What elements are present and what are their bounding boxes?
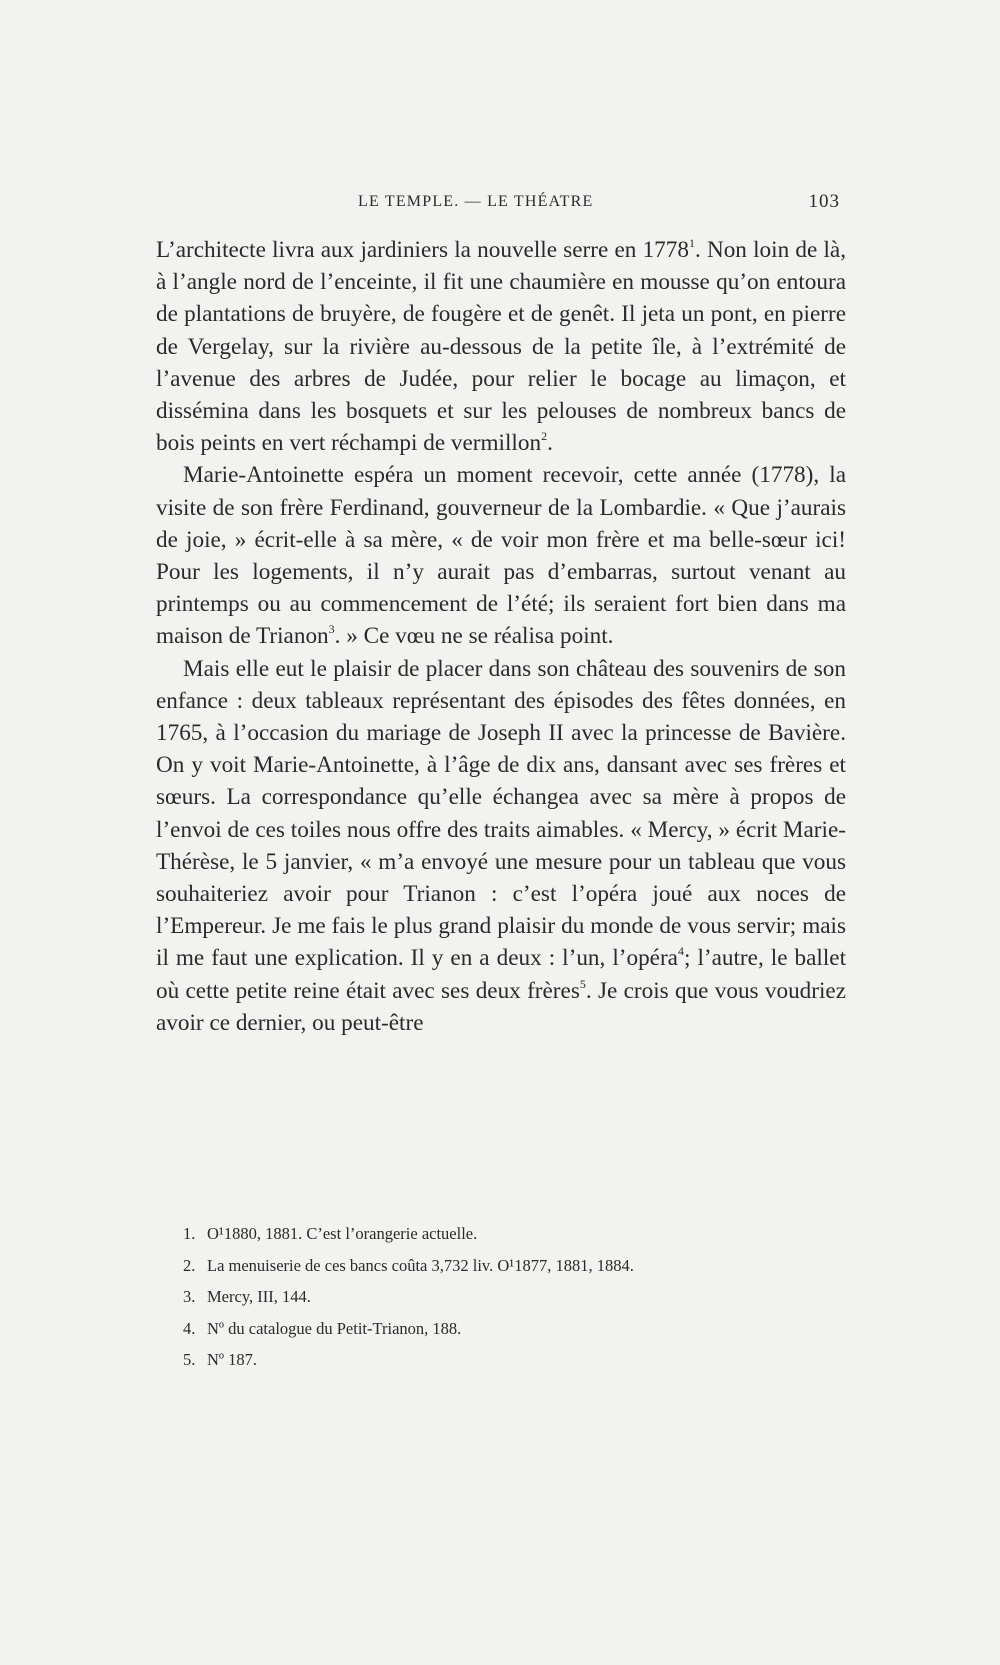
paragraph-text: Mais elle eut le plaisir de placer dans son château des souvenirs de son enfance : deux tableaux représentant des épisodes des fêtes données, en 1765, à l’occasion du mariage de Joseph II avec la princesse de Bavière. On y voit Marie-Antoinette, à l’âge de dix ans, dansant avec ses frères et sœurs. La correspondance qu’elle échangea avec sa mère à propos de l’envoi de ces toiles nous offre des traits aimables. « Mercy, » écrit Marie-Thérèse, le 5 janvier, « m’a envoyé une mesure pour un tableau que vous souhaiteriez avoir pour Trianon : c’est l’opéra joué aux noces de l’Empereur. Je me fais le plus grand plaisir du monde de vous servir; mais il me faut une explication. Il y en a deux : l’un, l’opéra xyxy=(156,655,846,972)
paragraph xyxy=(156,234,846,459)
footnote-marker: 4 xyxy=(677,944,684,959)
body-text xyxy=(156,234,846,1039)
page-number: 103 xyxy=(808,191,840,212)
footnote xyxy=(183,1250,823,1282)
footnote xyxy=(183,1313,823,1345)
footnote-number: 1. xyxy=(183,1224,196,1243)
footnote xyxy=(183,1218,823,1250)
footnote-marker: 3 xyxy=(328,622,335,637)
footnote-marker: 5 xyxy=(579,976,586,991)
footnote-number: 4. xyxy=(183,1318,196,1338)
footnote-marker: 1 xyxy=(688,236,695,250)
footnote xyxy=(183,1281,823,1313)
footnote-text: O¹1880, 1881. C’est l’orangerie actuelle. xyxy=(207,1224,478,1243)
page-header xyxy=(158,193,840,217)
footnote-number: 5. xyxy=(183,1350,196,1369)
paragraph-text: . Non loin de là, à l’angle nord de l’enceinte, il fit une chaumière en mousse qu’on entoura de plantations de bruyère, de fougère et de genêt. Il jeta un pont, en pierre de Vergelay, sur la rivière au-dessous de la petite île, à l’extrémité de l’avenue des arbres de Judée, pour relier le bocage au limaçon, et dissémina dans les bosquets et sur les pelouses de nombreux bancs de bois peints en vert réchampi de vermillon xyxy=(156,237,847,457)
paragraph xyxy=(156,459,846,652)
paragraph-text: . » Ce vœu ne se réalisa point. xyxy=(334,623,614,650)
footnotes xyxy=(183,1218,823,1376)
paragraph-text: . xyxy=(547,430,553,457)
footnote-text: Nº du catalogue du Petit-Trianon, 188. xyxy=(207,1318,462,1338)
footnote-text: Mercy, III, 144. xyxy=(207,1287,311,1306)
paragraph-text: L’architecte livra aux jardiniers la nouvelle serre en 1778 xyxy=(156,237,689,263)
paragraph-text: . Je crois que vous voudriez avoir ce dernier, ou peut-être xyxy=(156,977,847,1036)
footnote-number: 2. xyxy=(183,1255,196,1275)
paragraph-text: Marie-Antoinette espéra un moment recevoir, cette année (1778), la visite de son frère Ferdinand, gouverneur de la Lombardie. « Que j’aurais de joie, » écrit-elle à sa mère, « de voir mon frère et ma belle-sœur ici! Pour les logements, il n’y aurait pas d’embarras, surtout venant au printemps ou au commencement de l’été; ils seraient fort bien dans ma maison de Trianon xyxy=(156,462,846,650)
footnote-text: La menuiserie de ces bancs coûta 3,732 liv. O¹1877, 1881, 1884. xyxy=(207,1255,634,1275)
paragraph xyxy=(156,653,846,1039)
footnote-text: Nº 187. xyxy=(207,1350,258,1369)
footnote-number: 3. xyxy=(183,1287,196,1306)
paragraph-text: ; l’autre, le ballet où cette petite reine était avec ses deux frères xyxy=(156,945,847,1004)
running-title: LE TEMPLE. — LE THÉATRE xyxy=(358,193,594,210)
footnote-marker: 2 xyxy=(541,429,548,444)
footnote xyxy=(183,1344,823,1376)
